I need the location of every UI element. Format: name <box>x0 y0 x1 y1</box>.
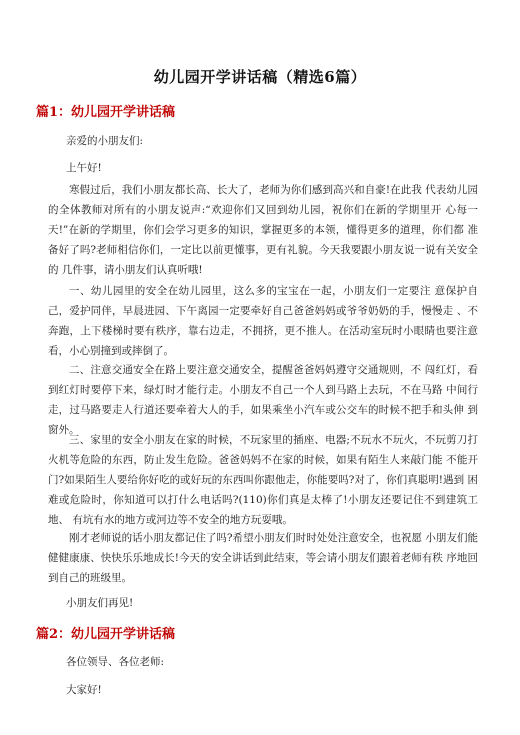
paragraph-2: 一、幼儿园里的安全在幼儿园里，这么多的宝宝在一起，小朋友们一定要注 意保护自己，爱护同伴，早晨进园、下午离园一定要牵好自己爸爸妈妈或爷爷奶奶的手，慢慢走 、不奔跑，上下楼梯时要有秩序，靠右边走，不拥挤，更不推人。在活动室玩时小眼睛也要注意 看，小心别撞到或摔倒了。 <box>48 285 478 357</box>
document-title: 幼儿园开学讲话稿（精选6篇） <box>153 68 367 86</box>
section-heading-1: 篇1：幼儿园开学讲话稿 <box>36 105 176 120</box>
hello-line: 上午好! <box>66 162 102 174</box>
greeting-line-2: 各位领导、各位老师: <box>66 656 165 668</box>
hello-line-2: 大家好! <box>66 684 102 696</box>
paragraph-1: 寒假过后，我们小朋友都长高、长大了，老师为你们感到高兴和自豪!在此我 代表幼儿园的全体教师对所有的小朋友说声:“欢迎你们又回到幼儿园，祝你们在新的学期里开 心每一天!”在新的学期里，你们会学习更多的知识，掌握更多的本领，懂得更多的道理，你们都 准备好了吗?老师相信你们，一定比以前更懂事，更有礼貌。今天我要跟小朋友说一说有关安全的 几件事，请小朋友们认真听哦! <box>48 184 478 276</box>
paragraph-3: 二、注意交通安全在路上要注意交通安全，提醒爸爸妈妈遵守交通规则，不 闯红灯，看到红灯时要停下来，绿灯时才能行走。小朋友不自己一个人到马路上去玩，不在马路 中间行走，过马路要走人行道还要牵着大人的手，如果乘坐小汽车或公交车的时候不把手和头伸 到窗外。 <box>48 364 478 436</box>
section-heading-2: 篇2：幼儿园开学讲话稿 <box>36 627 176 642</box>
paragraph-4: 三、家里的安全小朋友在家的时候，不玩家里的插座、电器;不玩水不玩火，不玩剪刀打火机等危险的东西，防止发生危险。爸爸妈妈不在家的时候，如果有陌生人来敲门能 不能开门?如果陌生人要给你好吃的或好玩的东西叫你跟他走，你能要吗?对了，你们真聪明!遇到 困难或危险时，你知道可以打什么电话吗?(110)你们真是太棒了!小朋友还要记住不到建筑工地、 有坑有水的地方或河边等不安全的地方玩耍哦。 <box>48 434 478 526</box>
paragraph-5: 刚才老师说的话小朋友都记住了吗?希望小朋友们时时处处注意安全，也祝愿 小朋友们能健健康康、快快乐乐地成长!今天的安全讲话到此结束，等会请小朋友们跟着老师有秩 序地回到自己的班级里。 <box>48 532 478 584</box>
closing-line: 小朋友们再见! <box>66 597 134 609</box>
greeting-line: 亲爱的小朋友们: <box>66 135 144 147</box>
